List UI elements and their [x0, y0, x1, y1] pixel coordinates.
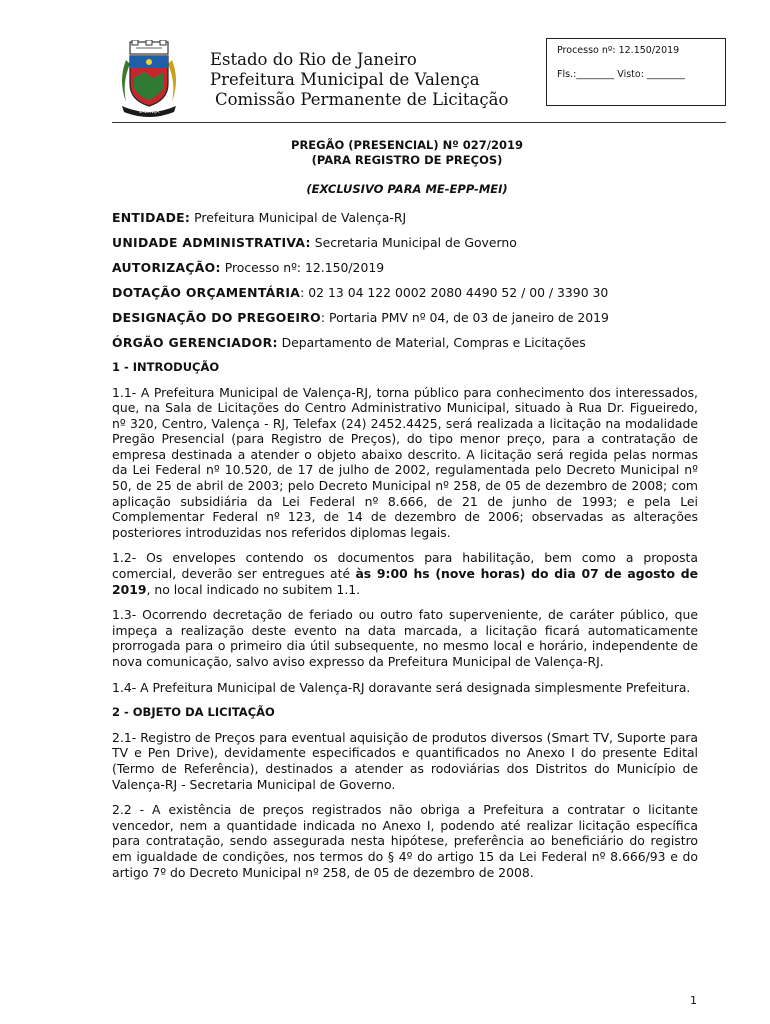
- section-heading-introducao: 1 - INTRODUÇÃO: [112, 359, 220, 374]
- organization-header: [210, 50, 508, 110]
- process-number: Processo nº: 12.150/2019: [557, 45, 680, 56]
- field-label: ÓRGÃO GERENCIADOR:: [112, 334, 278, 350]
- section-heading-objeto: 2 - OBJETO DA LICITAÇÃO: [112, 705, 275, 720]
- paragraph-2-2: 2.2 - A existência de preços registrados não obriga a Prefeitura a contratar o licitante vencedor, nem a quantidade indicada no Anexo I, podendo até realizar licitação específica para contratação, sendo assegurada nesta hipótese, preferência ao beneficiário do registro em igualdade de condições, nos termos do § 4º do artigo 15 da Lei Federal nº 8.666/93 e do artigo 7º do Decreto Municipal nº 258, de 05 de dezembro de 2008.: [112, 802, 698, 880]
- field-label: ENTIDADE:: [112, 210, 191, 225]
- field-value: Secretaria Municipal de Governo: [310, 234, 517, 250]
- document-body: [112, 210, 698, 890]
- page-number: 1: [690, 994, 697, 1007]
- svg-text:VALENÇA: VALENÇA: [138, 110, 160, 115]
- paragraph-1-3: 1.3- Ocorrendo decretação de feriado ou outro fato superveniente, de caráter público, que impeça a realização deste evento na data marcada, a licitação ficará automaticamente prorrogada para o primeiro dia útil subsequente, no mesmo local e horário, independente de nova comunicação, salvo aviso expresso da Prefeitura Municipal de Valença-RJ.: [112, 607, 698, 669]
- paragraph-1-1: 1.1- A Prefeitura Municipal de Valença-RJ, torna público para conhecimento dos interessados, que, na Sala de Licitações do Centro Administrativo Municipal, situado à Rua Dr. Figueiredo, nº 320, Centro, Valença - RJ, Telefax (24) 2452.4425, será realizada a licitação na modalidade Pregão Presencial (para Registro de Preços), do tipo menor preço, para a contratação de empresa destinada a atender o objeto abaixo descrito. A licitação será regida pelas normas da Lei Federal nº 10.520, de 17 de julho de 2002, regulamentada pelo Decreto Municipal nº 50, de 25 de abril de 2003; pelo Decreto Municipal nº 258, de 05 de dezembro de 2008; com aplicação subsidiária da Lei Federal nº 8.666, de 21 de junho de 1993; e pela Lei Complementar Federal nº 123, de 14 de dezembro de 2006; observadas as alterações posteriores introduzidas nos referidos diplomas legais.: [112, 384, 698, 540]
- paragraph-text: , no local indicado no subitem 1.1.: [146, 581, 361, 597]
- field-unidade-administrativa: [112, 235, 698, 251]
- field-value: : 02 13 04 122 0002 2080 4490 52 / 00 / 3390 30: [300, 284, 609, 300]
- field-label: DOTAÇÃO ORÇAMENTÁRIA: [112, 284, 301, 300]
- org-line-state: Estado do Rio de Janeiro: [210, 50, 417, 69]
- field-autorizacao: [112, 260, 698, 276]
- field-label: AUTORIZAÇÃO:: [112, 259, 221, 275]
- municipal-crest-logo: [116, 40, 182, 118]
- field-entidade: [112, 210, 698, 226]
- process-info-box: [546, 38, 726, 106]
- field-label: UNIDADE ADMINISTRATIVA:: [112, 234, 311, 250]
- title-registro-precos: (PARA REGISTRO DE PREÇOS): [311, 153, 503, 167]
- field-value: Departamento de Material, Compras e Licitações: [277, 334, 586, 350]
- paragraph-2-1: 2.1- Registro de Preços para eventual aquisição de produtos diversos (Smart TV, Suporte para TV e Pen Drive), devidamente especificados e quantificados no Anexo I do presente Edital (Termo de Referência), destinados a atender as rodoviárias dos Distritos do Município de Valença-RJ - Secretaria Municipal de Governo.: [112, 729, 698, 792]
- org-line-prefecture: Prefeitura Municipal de Valença: [210, 70, 480, 89]
- field-dotacao-orcamentaria: [112, 285, 698, 301]
- field-label: DESIGNAÇÃO DO PREGOEIRO: [112, 309, 321, 325]
- paragraph-text: 1.2- Os envelopes contendo os documentos para habilitação, bem como a proposta comercial, deverão ser entregues até: [112, 550, 698, 582]
- header-divider: [112, 122, 726, 123]
- paragraph-1-4: 1.4- A Prefeitura Municipal de Valença-RJ doravante será designada simplesmente Prefeitura.: [112, 679, 691, 695]
- title-exclusivo: (EXCLUSIVO PARA ME-EPP-MEI): [306, 182, 508, 196]
- field-value: Processo nº: 12.150/2019: [220, 259, 385, 275]
- paragraph-deadline: às 9:00 hs (nove horas) do dia 07 de agosto de 2019: [112, 566, 698, 597]
- org-line-commission: Comissão Permanente de Licitação: [215, 90, 509, 109]
- fls-visto-line: Fls.:________ Visto: ________: [557, 69, 685, 80]
- field-designacao-pregoeiro: [112, 310, 698, 326]
- paragraph-1-2: [112, 550, 698, 597]
- field-value: : Portaria PMV nº 04, de 03 de janeiro de 2019: [320, 309, 609, 325]
- field-orgao-gerenciador: [112, 335, 698, 351]
- title-pregao: PREGÃO (PRESENCIAL) Nº 027/2019: [291, 138, 523, 152]
- document-titles: [112, 138, 702, 197]
- field-value: Prefeitura Municipal de Valença-RJ: [190, 210, 407, 225]
